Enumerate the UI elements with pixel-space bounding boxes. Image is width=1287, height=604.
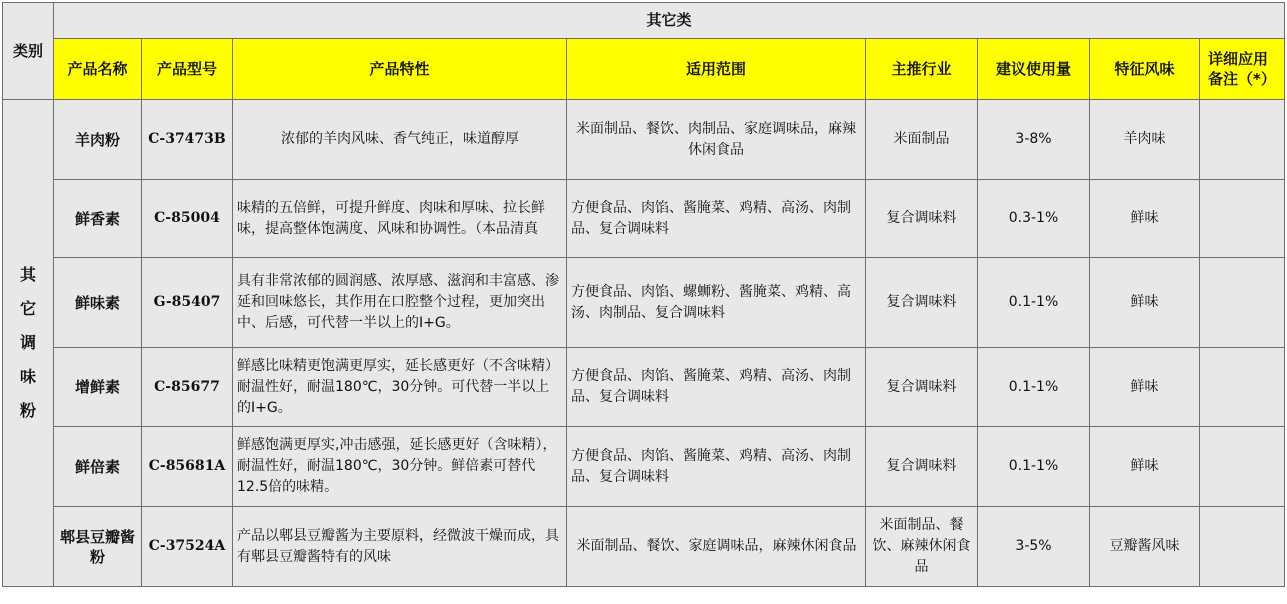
product-dosage: 0.3-1%	[978, 180, 1090, 258]
product-feature: 具有非常浓郁的圆润感、浓厚感、滋润和丰富感、渗延和回味悠长，其作用在口腔整个过程，更加突出中、后感，可代替一半以上的I+G。	[233, 258, 567, 348]
product-note	[1200, 427, 1285, 507]
col-header-feature: 产品特性	[233, 39, 567, 100]
product-dosage: 3-5%	[978, 507, 1090, 587]
product-model: C-37473B	[142, 100, 233, 180]
product-scope: 米面制品、餐饮、肉制品、家庭调味品，麻辣休闲食品	[567, 100, 866, 180]
product-scope: 方便食品、肉馅、酱腌菜、鸡精、高汤、肉制品、复合调味料	[567, 427, 866, 507]
column-header-row	[3, 39, 1285, 100]
table-row	[3, 427, 1285, 507]
table-row	[3, 100, 1285, 180]
group-title: 其它类	[54, 3, 1285, 39]
table-row	[3, 348, 1285, 427]
col-header-scope: 适用范围	[567, 39, 866, 100]
product-note	[1200, 348, 1285, 427]
product-note	[1200, 180, 1285, 258]
product-note	[1200, 507, 1285, 587]
product-table	[2, 2, 1285, 587]
product-feature: 鲜感比味精更饱满更厚实，延长感更好（不含味精）耐温性好，耐温180℃，30分钟。可代替一半以上的I+G。	[233, 348, 567, 427]
category-cell	[3, 100, 54, 587]
product-model: G-85407	[142, 258, 233, 348]
col-header-name: 产品名称	[54, 39, 142, 100]
product-industry: 米面制品、餐饮、麻辣休闲食品	[866, 507, 978, 587]
product-industry: 米面制品	[866, 100, 978, 180]
product-industry: 复合调味料	[866, 348, 978, 427]
product-flavor: 鲜味	[1090, 348, 1200, 427]
product-flavor: 豆瓣酱风味	[1090, 507, 1200, 587]
product-scope: 方便食品、肉馅、螺蛳粉、酱腌菜、鸡精、高汤、肉制品、复合调味料	[567, 258, 866, 348]
product-dosage: 0.1-1%	[978, 427, 1090, 507]
product-name: 郫县豆瓣酱粉	[54, 507, 142, 587]
col-header-note: 详细应用备注（*）	[1200, 39, 1285, 100]
product-feature: 产品以郫县豆瓣酱为主要原料，经微波干燥而成，具有郫县豆瓣酱特有的风味	[233, 507, 567, 587]
category-label: 其 它 调 味 粉	[19, 265, 36, 420]
product-industry: 复合调味料	[866, 427, 978, 507]
product-name: 羊肉粉	[54, 100, 142, 180]
col-header-model: 产品型号	[142, 39, 233, 100]
product-scope: 方便食品、肉馅、酱腌菜、鸡精、高汤、肉制品、复合调味料	[567, 180, 866, 258]
table-row	[3, 258, 1285, 348]
product-feature: 味精的五倍鲜，可提升鲜度、肉味和厚味、拉长鲜味，提高整体饱满度、风味和协调性。（本品清真	[233, 180, 567, 258]
product-note	[1200, 100, 1285, 180]
product-dosage: 0.1-1%	[978, 258, 1090, 348]
product-flavor: 鲜味	[1090, 258, 1200, 348]
product-industry: 复合调味料	[866, 180, 978, 258]
product-model: C-85677	[142, 348, 233, 427]
col-header-industry: 主推行业	[866, 39, 978, 100]
product-industry: 复合调味料	[866, 258, 978, 348]
product-model: C-85681A	[142, 427, 233, 507]
product-model: C-85004	[142, 180, 233, 258]
product-dosage: 3-8%	[978, 100, 1090, 180]
product-name: 增鲜素	[54, 348, 142, 427]
product-feature: 鲜感饱满更厚实,冲击感强，延长感更好（含味精），耐温性好，耐温180℃，30分钟。鲜倍素可替代12.5倍的味精。	[233, 427, 567, 507]
product-note	[1200, 258, 1285, 348]
product-scope: 米面制品、餐饮、家庭调味品，麻辣休闲食品	[567, 507, 866, 587]
table-row	[3, 507, 1285, 587]
table-row	[3, 180, 1285, 258]
product-name: 鲜味素	[54, 258, 142, 348]
product-flavor: 羊肉味	[1090, 100, 1200, 180]
product-model: C-37524A	[142, 507, 233, 587]
product-dosage: 0.1-1%	[978, 348, 1090, 427]
product-flavor: 鲜味	[1090, 180, 1200, 258]
col-header-dosage: 建议使用量	[978, 39, 1090, 100]
product-flavor: 鲜味	[1090, 427, 1200, 507]
category-header: 类别	[3, 3, 54, 100]
product-name: 鲜倍素	[54, 427, 142, 507]
col-header-flavor: 特征风味	[1090, 39, 1200, 100]
product-scope: 方便食品、肉馅、酱腌菜、鸡精、高汤、肉制品、复合调味料	[567, 348, 866, 427]
product-feature: 浓郁的羊肉风味、香气纯正，味道醇厚	[233, 100, 567, 180]
product-name: 鲜香素	[54, 180, 142, 258]
